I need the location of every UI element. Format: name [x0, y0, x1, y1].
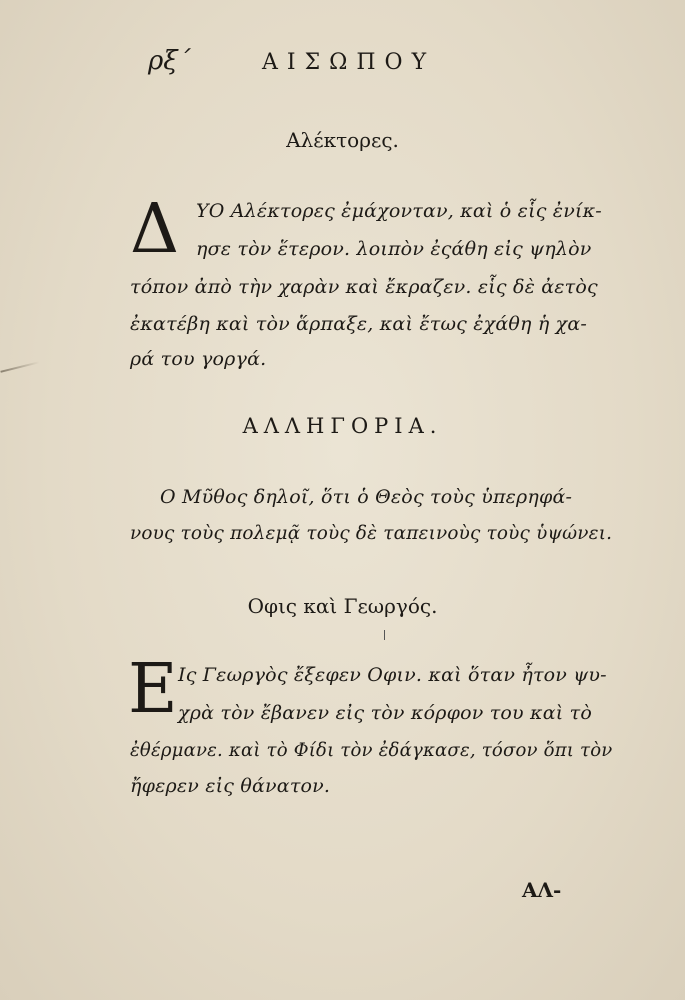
text-line: νους τοὺς πολεμᾷ τοὺς δὲ ταπεινοὺς τοὺς ὑψώνει. [130, 522, 613, 544]
fable-title: Οφις καὶ Γεωργός. [247, 594, 438, 618]
text-line: ησε τὸν ἕτερον. λοιπὸν ἐςάθη εἰς ψηλὸν [196, 238, 592, 260]
running-title: ΑΙΣΩΠΟΥ [262, 50, 436, 75]
text-line: Ο Μῦθος δηλοῖ, ὅτι ὁ Θεὸς τοὺς ὑπερηφά- [160, 486, 573, 508]
paper-mark [0, 361, 39, 373]
text-line: ἐθέρμανε. καὶ τὸ Φίδι τὸν ἐδάγκασε, τόσον ὅπι τὸν [130, 739, 613, 761]
text-line: ΥΟ Αλέκτορες ἐμάχονταν, καὶ ὁ εἷς ἐνίκ- [196, 200, 602, 222]
text-line: Ις Γεωργὸς ἔξεφεν Οφιν. καὶ ὅταν ἦτον ψυ- [178, 664, 607, 686]
ink-mark [384, 630, 385, 640]
running-head [148, 46, 508, 80]
text-line: ἤφερεν εἰς θάνατον. [130, 775, 331, 797]
drop-cap: Δ [130, 190, 180, 269]
text-line: χρὰ τὸν ἔβανεν εἰς τὸν κόρφον του καὶ τὸ [178, 702, 592, 724]
section-heading: ΑΛΛΗΓΟΡΙΑ. [242, 414, 443, 438]
catchword: ΑΛ- [522, 878, 562, 902]
page-number: ρξ´ [148, 46, 191, 76]
fable-title: Αλέκτορες. [286, 128, 399, 152]
text-line: ρά του γοργά. [130, 348, 267, 370]
text-line: τόπον ἀπὸ τὴν χαρὰν καὶ ἔκραζεν. εἷς δὲ ἀετὸς [130, 276, 598, 298]
text-line: ἐκατέβη καὶ τὸν ἅρπαξε, καὶ ἔτως ἐχάθη ἡ χα- [130, 313, 588, 335]
drop-cap: Ε [128, 650, 178, 729]
